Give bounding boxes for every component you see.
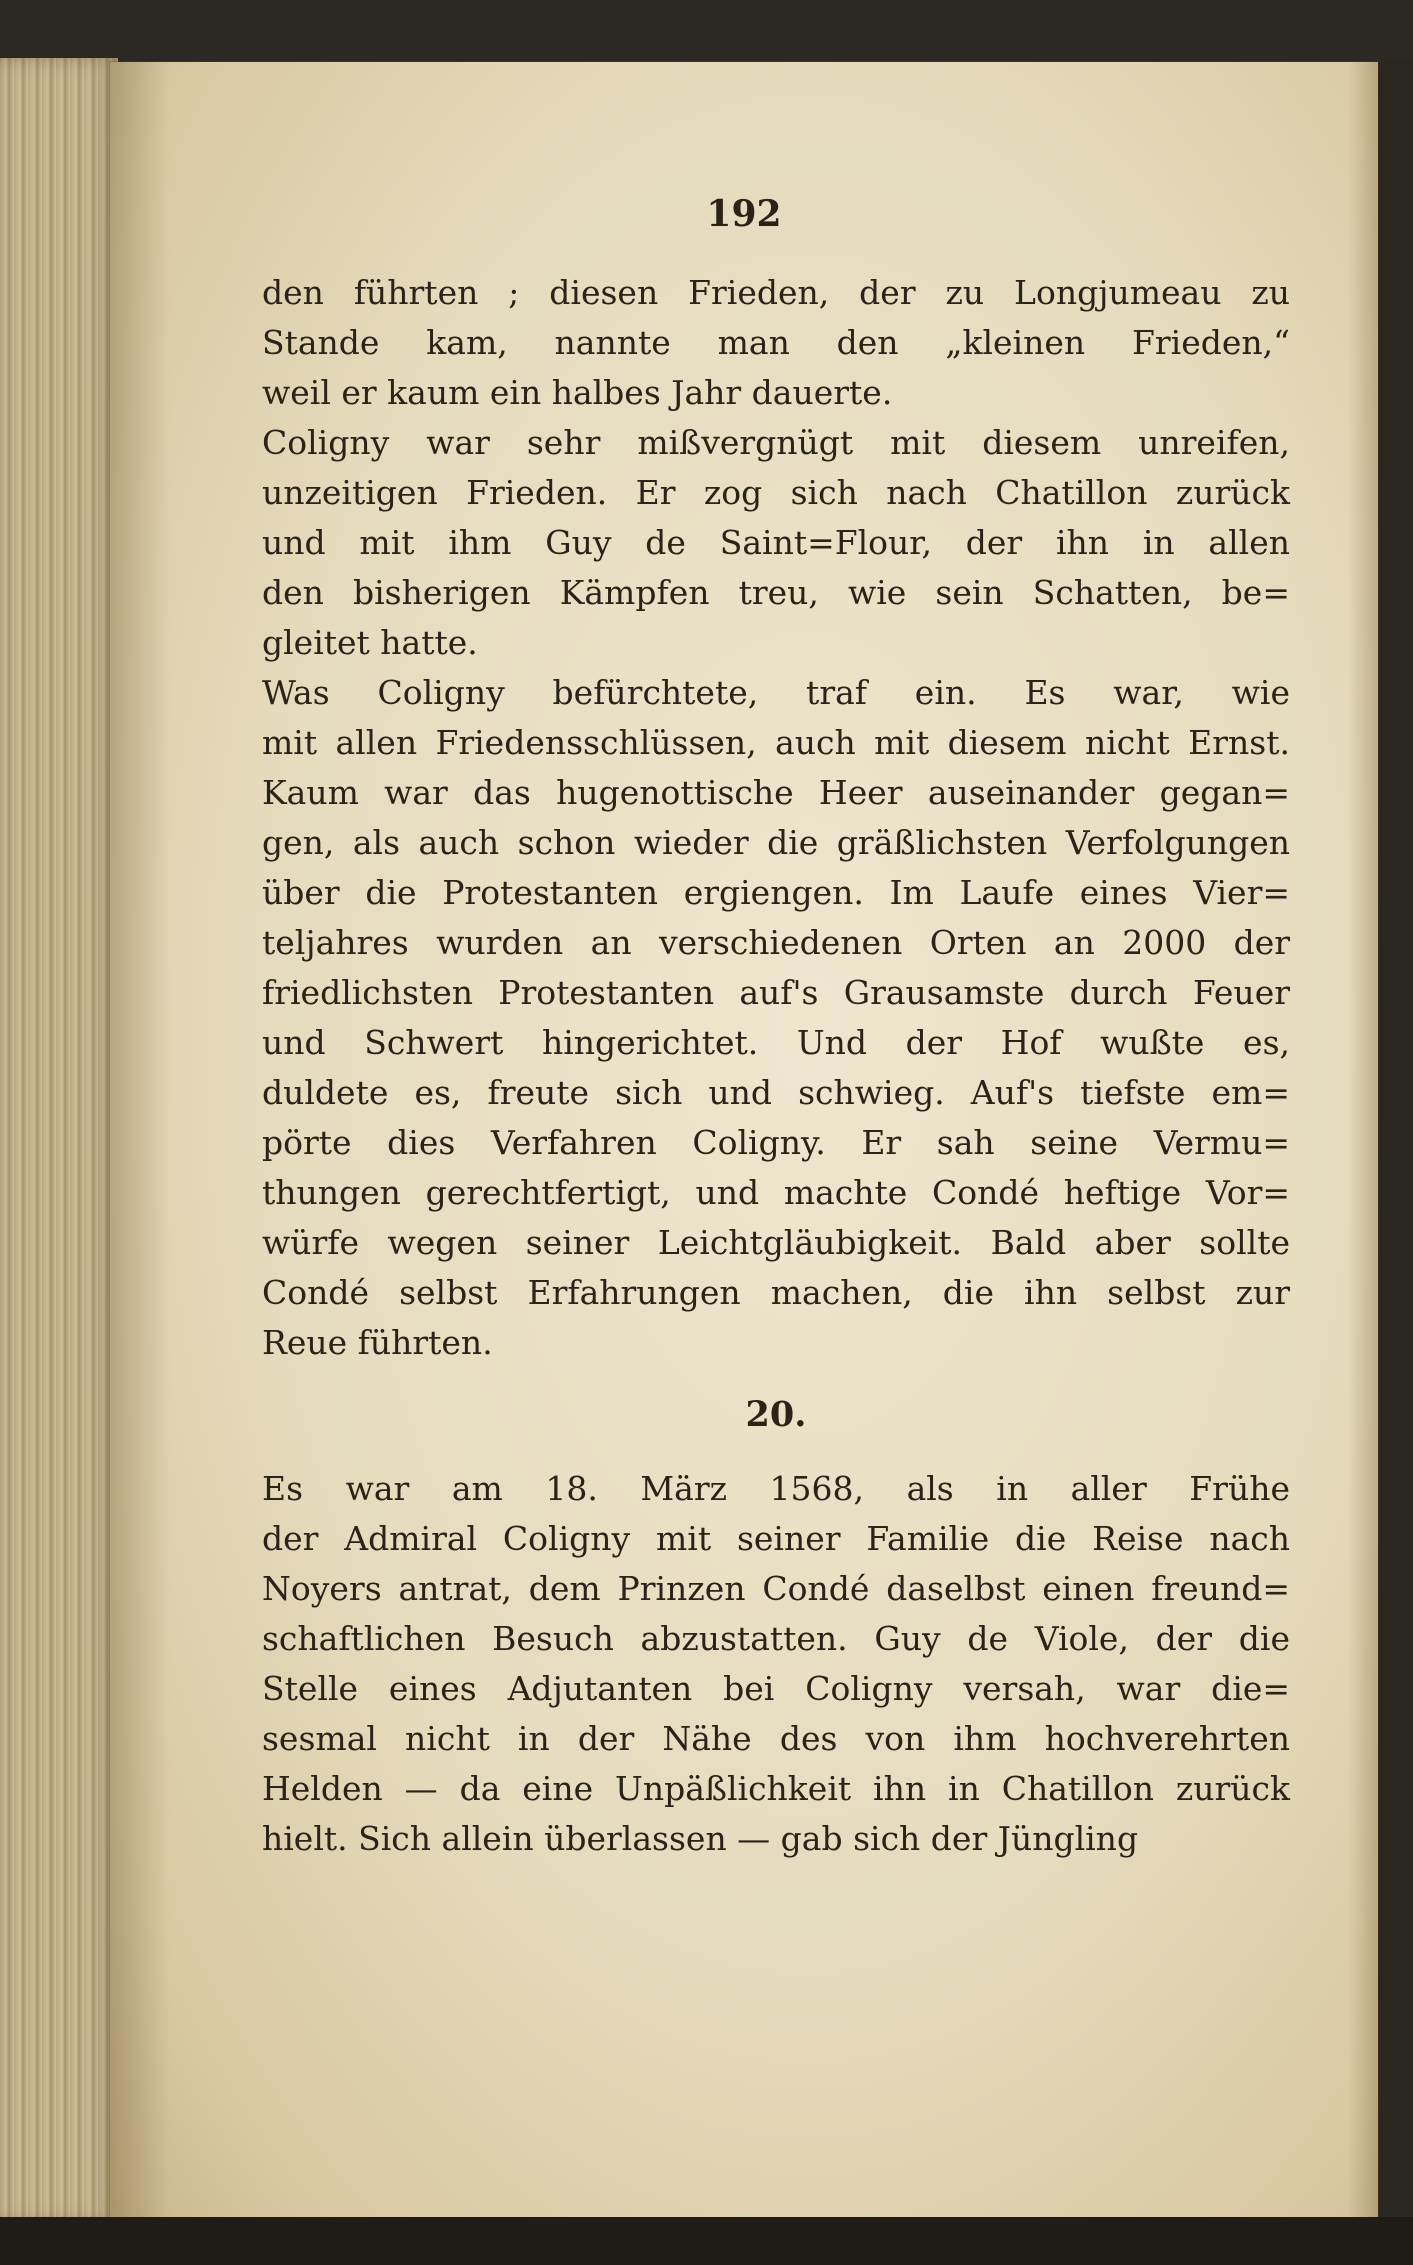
text-line: Noyers antrat, dem Prinzen Condé daselbst einen freund= [262,1569,1290,1608]
body-text [262,268,1290,1864]
text-line: thungen gerechtfertigt, und machte Condé heftige Vor= [262,1173,1290,1212]
page-number: 192 [706,193,782,235]
gutter-shadow [110,62,170,2224]
text-line: würfe wegen seiner Leichtgläubigkeit. Bald aber sollte [262,1223,1290,1262]
paragraph [262,268,1290,418]
text-line: über die Protestanten ergiengen. Im Laufe eines Vier= [262,873,1290,912]
text-line: duldete es, freute sich und schwieg. Auf's tiefste em= [262,1073,1290,1112]
text-line: und mit ihm Guy de Saint=Flour, der ihn in allen [262,523,1290,562]
text-line: Reue führten. [262,1323,493,1362]
text-line: Kaum war das hugenottische Heer auseinander gegan= [262,773,1290,812]
text-line: sesmal nicht in der Nähe des von ihm hochverehrten [262,1719,1290,1758]
text-section-before [262,268,1290,1368]
text-line: und Schwert hingerichtet. Und der Hof wußte es, [262,1023,1290,1062]
text-line: schaftlichen Besuch abzustatten. Guy de Viole, der die [262,1619,1290,1658]
text-line: Es war am 18. März 1568, als in aller Frühe [262,1469,1290,1508]
page-right-edge [1348,62,1378,2224]
text-line: teljahres wurden an verschiedenen Orten an 2000 der [262,923,1290,962]
section-heading: 20. [745,1394,807,1435]
text-line: Coligny war sehr mißvergnügt mit diesem unreifen, [262,423,1290,462]
book-cover-bottom [0,2217,1413,2265]
paragraph [262,418,1290,668]
text-line: Stande kam, nannte man den „kleinen Frieden,“ [262,323,1290,362]
paragraph [262,1464,1290,1864]
text-line: weil er kaum ein halbes Jahr dauerte. [262,373,893,412]
text-line: pörte dies Verfahren Coligny. Er sah seine Vermu= [262,1123,1290,1162]
text-line: gen, als auch schon wieder die gräßlichsten Verfolgungen [262,823,1290,862]
text-line: friedlichsten Protestanten auf's Grausamste durch Feuer [262,973,1290,1012]
text-line: Stelle eines Adjutanten bei Coligny versah, war die= [262,1669,1290,1708]
text-line: mit allen Friedensschlüssen, auch mit diesem nicht Ernst. [262,723,1290,762]
paragraph [262,668,1290,1368]
text-line: den bisherigen Kämpfen treu, wie sein Schatten, be= [262,573,1290,612]
text-line: Was Coligny befürchtete, traf ein. Es war, wie [262,673,1290,712]
text-line: unzeitigen Frieden. Er zog sich nach Chatillon zurück [262,473,1290,512]
text-section-after [262,1464,1290,1864]
text-line: der Admiral Coligny mit seiner Familie die Reise nach [262,1519,1290,1558]
text-line: hielt. Sich allein überlassen — gab sich der Jüngling [262,1819,1139,1858]
text-line: gleitet hatte. [262,623,478,662]
text-line: den führten ; diesen Frieden, der zu Longjumeau zu [262,273,1290,312]
text-line: Condé selbst Erfahrungen machen, die ihn selbst zur [262,1273,1290,1312]
book-cover-top [0,0,1413,62]
text-line: Helden — da eine Unpäßlichkeit ihn in Chatillon zurück [262,1769,1290,1808]
page-edges [0,58,118,2223]
